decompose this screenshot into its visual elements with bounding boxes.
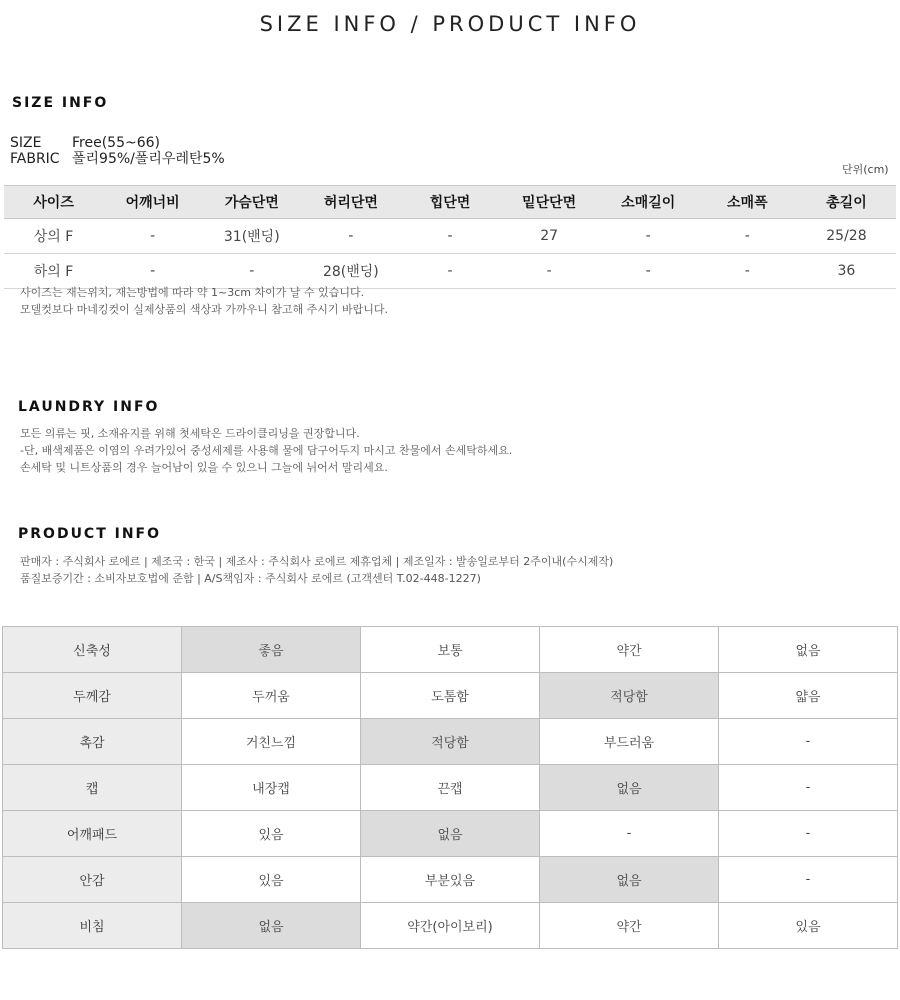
table-cell: - <box>103 219 202 254</box>
property-option-selected: 없음 <box>540 857 719 903</box>
property-row <box>3 627 898 673</box>
property-option-selected: 없음 <box>540 765 719 811</box>
column-header: 소매길이 <box>599 186 698 219</box>
property-label: 어깨패드 <box>3 811 182 857</box>
table-cell: - <box>400 254 499 289</box>
property-option: 약간 <box>540 627 719 673</box>
property-row <box>3 903 898 949</box>
table-cell: - <box>103 254 202 289</box>
property-option: 두꺼움 <box>182 673 361 719</box>
size-info-heading: SIZE INFO <box>12 95 109 111</box>
size-table <box>4 185 896 289</box>
column-header: 밑단단면 <box>500 186 599 219</box>
property-table <box>2 626 898 949</box>
table-cell: 36 <box>797 254 896 289</box>
property-option: 없음 <box>719 627 898 673</box>
product-info-heading: PRODUCT INFO <box>18 526 162 542</box>
product-line: 판매자 : 주식회사 로에르 | 제조국 : 한국 | 제조사 : 주식회사 로에르 제휴업체 | 제조일자 : 발송일로부터 2주이내(수시제작) <box>20 555 614 568</box>
fabric-value: 폴리95%/폴리우레탄5% <box>72 151 225 167</box>
property-row <box>3 765 898 811</box>
column-header: 총길이 <box>797 186 896 219</box>
table-cell: 31(밴딩) <box>202 219 301 254</box>
property-option: 거친느낌 <box>182 719 361 765</box>
property-option: 얇음 <box>719 673 898 719</box>
table-cell: 28(밴딩) <box>301 254 400 289</box>
property-option: - <box>719 719 898 765</box>
table-cell: - <box>698 219 797 254</box>
property-option-selected: 적당함 <box>540 673 719 719</box>
laundry-line: 손세탁 및 니트상품의 경우 늘어남이 있을 수 있으니 그늘에 뉘어서 말리세요. <box>20 461 388 474</box>
laundry-line: 모든 의류는 핏, 소재유지를 위해 첫세탁은 드라이클리닝을 권장합니다. <box>20 427 360 440</box>
size-note: 모델컷보다 마네킹컷이 실제상품의 색상과 가까우니 참고해 주시기 바랍니다. <box>20 303 389 316</box>
column-header: 소매폭 <box>698 186 797 219</box>
fabric-label: FABRIC <box>10 151 60 167</box>
table-cell: 상의 F <box>4 219 103 254</box>
table-cell: - <box>599 254 698 289</box>
column-header: 힙단면 <box>400 186 499 219</box>
property-option: - <box>540 811 719 857</box>
table-cell: - <box>599 219 698 254</box>
property-option: 끈캡 <box>361 765 540 811</box>
property-option: 보통 <box>361 627 540 673</box>
property-option: 내장캡 <box>182 765 361 811</box>
property-label: 두께감 <box>3 673 182 719</box>
property-option-selected: 좋음 <box>182 627 361 673</box>
property-option-selected: 없음 <box>182 903 361 949</box>
property-row <box>3 673 898 719</box>
property-label: 신축성 <box>3 627 182 673</box>
property-row <box>3 719 898 765</box>
property-row <box>3 857 898 903</box>
property-option: 부드러움 <box>540 719 719 765</box>
size-table-header <box>4 186 896 219</box>
unit-label: 단위(cm) <box>842 163 889 176</box>
property-option-selected: 적당함 <box>361 719 540 765</box>
property-option: 부분있음 <box>361 857 540 903</box>
property-row <box>3 811 898 857</box>
page-title: SIZE INFO / PRODUCT INFO <box>259 12 641 36</box>
table-row <box>4 219 896 254</box>
property-option: 있음 <box>182 857 361 903</box>
property-option: 약간(아이보리) <box>361 903 540 949</box>
product-line: 품질보증기간 : 소비자보호법에 준함 | A/S책임자 : 주식회사 로에르 (고객센터 T.02-448-1227) <box>20 572 481 585</box>
property-option-selected: 없음 <box>361 811 540 857</box>
size-note: 사이즈는 재는위치, 재는방법에 따라 약 1~3cm 차이가 날 수 있습니다. <box>20 286 365 299</box>
size-label: SIZE <box>10 135 42 151</box>
property-label: 비침 <box>3 903 182 949</box>
property-option: 약간 <box>540 903 719 949</box>
laundry-line: -단, 배색제품은 이염의 우려가있어 중성세제를 사용해 물에 담구어두지 마시고 찬물에서 손세탁하세요. <box>20 444 513 457</box>
size-spec-row <box>10 135 160 151</box>
property-option: 있음 <box>719 903 898 949</box>
fabric-spec-row <box>10 151 225 167</box>
size-value: Free(55~66) <box>72 135 160 151</box>
size-notes <box>20 284 388 318</box>
property-option: - <box>719 857 898 903</box>
property-option: 도톰함 <box>361 673 540 719</box>
property-label: 캡 <box>3 765 182 811</box>
property-label: 촉감 <box>3 719 182 765</box>
property-label: 안감 <box>3 857 182 903</box>
laundry-notes <box>20 425 512 476</box>
table-cell: - <box>500 254 599 289</box>
column-header: 어깨너비 <box>103 186 202 219</box>
property-option: - <box>719 765 898 811</box>
table-cell: - <box>202 254 301 289</box>
property-option: 있음 <box>182 811 361 857</box>
table-cell: 27 <box>500 219 599 254</box>
table-cell: 25/28 <box>797 219 896 254</box>
table-cell: - <box>301 219 400 254</box>
column-header: 허리단면 <box>301 186 400 219</box>
property-option: - <box>719 811 898 857</box>
laundry-info-heading: LAUNDRY INFO <box>18 399 160 415</box>
table-cell: - <box>400 219 499 254</box>
table-cell: 하의 F <box>4 254 103 289</box>
product-notes <box>20 553 613 587</box>
column-header: 가슴단면 <box>202 186 301 219</box>
table-cell: - <box>698 254 797 289</box>
column-header: 사이즈 <box>4 186 103 219</box>
